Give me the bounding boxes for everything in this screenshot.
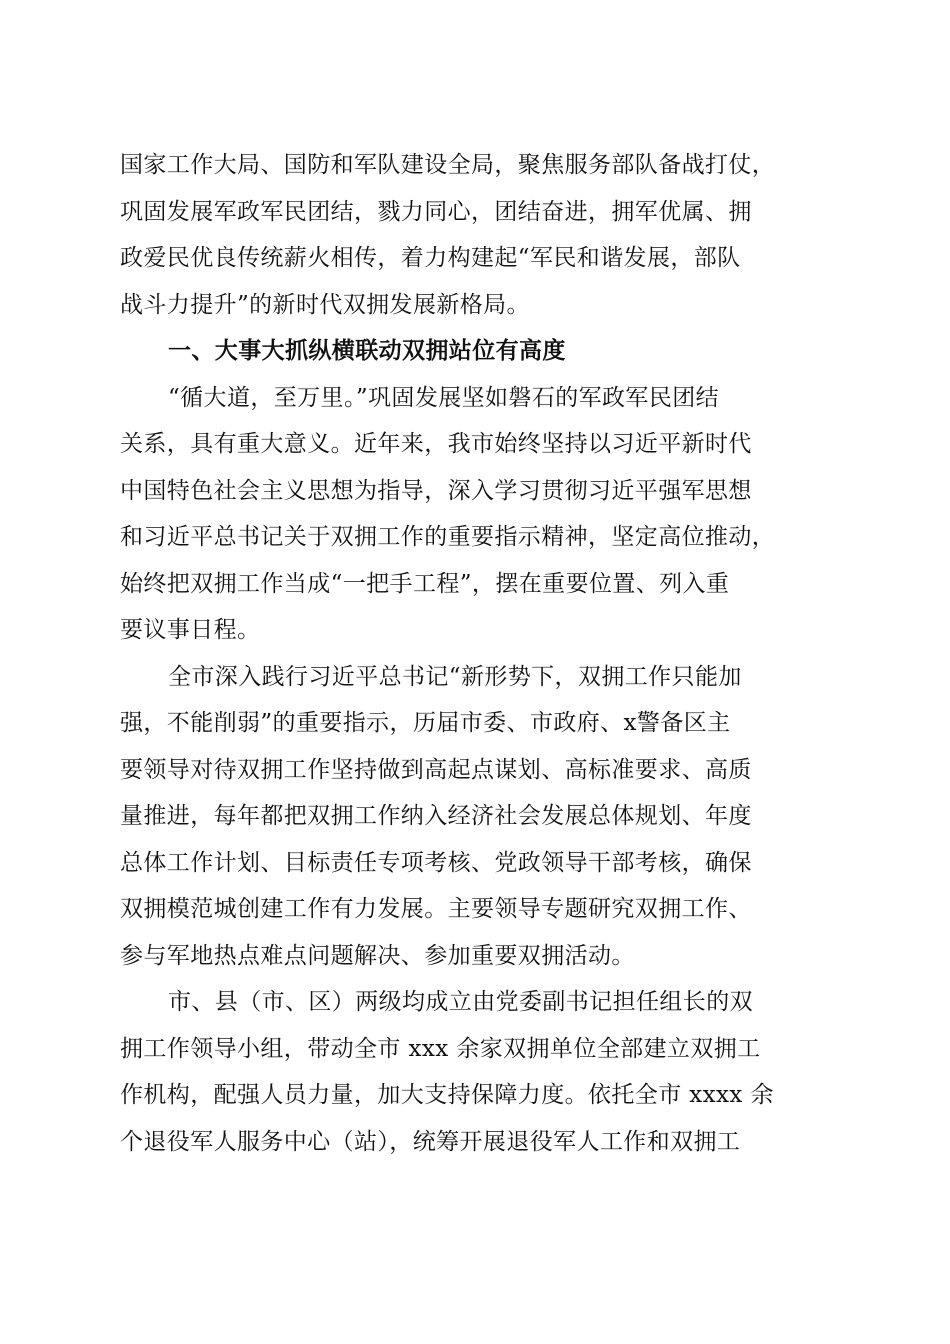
document-body (120, 142, 832, 1165)
paragraph-line: 双拥模范城创建工作有力发展。主要领导专题研究双拥工作、 (120, 896, 752, 922)
section-heading: 一、大事大抓纵横联动双拥站位有高度 (168, 338, 566, 364)
paragraph-line: 和习近平总书记关于双拥工作的重要指示精神，坚定高位推动， (120, 524, 776, 550)
paragraph-line: 个退役军人服务中心（站），统筹开展退役军人工作和双拥工 (120, 1128, 741, 1155)
text-line: 战斗力提升”的新时代双拥发展新格局。 (120, 291, 530, 318)
paragraph-line: 作机构，配强人员力量，加大支持保障力度。依托全市 xxxx 余 (120, 1082, 774, 1108)
paragraph-line: 量推进，每年都把双拥工作纳入经济社会发展总体规划、年度 (120, 803, 752, 829)
paragraph-line: 总体工作计划、目标责任专项考核、党政领导干部考核，确保 (120, 849, 752, 876)
paragraph-line: 全市深入践行习近平总书记“新形势下，双拥工作只能加 (168, 663, 742, 690)
paragraph-line: 参与军地热点难点问题解决、参加重要双拥活动。 (120, 942, 635, 969)
paragraph-line: 强，不能削弱”的重要指示，历届市委、市政府、x警备区主 (120, 710, 731, 736)
paragraph-line: 关系，具有重大意义。近年来，我市始终坚持以习近平新时代 (120, 431, 752, 457)
text-line: 政爱民优良传统薪火相传，着力构建起“军民和谐发展，部队 (120, 245, 741, 271)
paragraph-line: 中国特色社会主义思想为指导，深入学习贯彻习近平强军思想 (120, 477, 752, 504)
paragraph-line: 要议事日程。 (120, 617, 261, 643)
text-line: 国家工作大局、国防和军队建设全局，聚焦服务部队备战打仗， (120, 152, 776, 178)
paragraph-line: 要领导对待双拥工作坚持做到高起点谋划、高标准要求、高质 (120, 756, 752, 783)
text-line: 巩固发展军政军民团结，戮力同心，团结奋进，拥军优属、拥 (120, 198, 752, 225)
paragraph-line: “循大道，至万里。”巩固发展坚如磐石的军政军民团结 (168, 384, 720, 411)
paragraph-line: 市、县（市、区）两级均成立由党委副书记担任组长的双 (168, 989, 753, 1015)
paragraph-line: 拥工作领导小组，带动全市 xxx 余家双拥单位全部建立双拥工 (120, 1035, 761, 1062)
paragraph-line: 始终把双拥工作当成“一把手工程”，摆在重要位置、列入重 (120, 570, 730, 597)
